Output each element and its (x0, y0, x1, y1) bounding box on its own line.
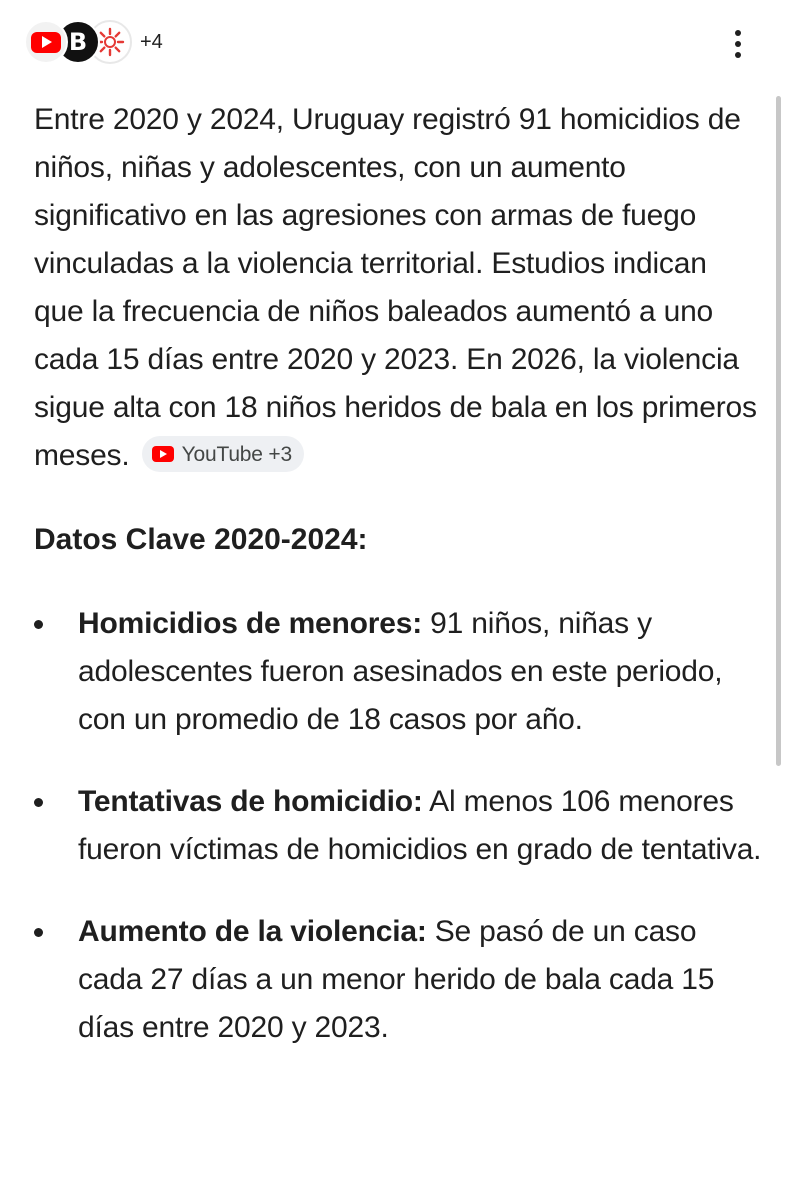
bullet-text: 91 niños, niñas y adolescentes fueron asesinados en este periodo, con un promedio de 18 casos por año. (78, 607, 723, 736)
b-logo-icon: B (56, 20, 100, 64)
answer-paragraph-text: Entre 2020 y 2024, Uruguay registró 91 homicidios de niños, niñas y adolescentes, con un aumento significativo en las agresiones con armas de fuego vinculadas a la violencia territorial. Estudios indican que la frecuencia de niños baleados aumentó a uno cada 15 días entre 2020 y 2023. En 2026, la violencia sigue alta con 18 niños heridos de bala en los primeros meses. (34, 103, 757, 472)
citation-chip-label: YouTube +3 (181, 442, 292, 466)
citation-chip[interactable] (142, 436, 304, 472)
bullet-title: Aumento de la violencia: (78, 915, 427, 948)
bullet-icon (34, 798, 43, 807)
bullet-title: Tentativas de homicidio: (78, 785, 423, 818)
sources-header (0, 0, 788, 88)
bullet-text: Se pasó de un caso cada 27 días a un menor herido de bala cada 15 días entre 2020 y 2023. (78, 915, 715, 1044)
more-vert-icon (735, 30, 741, 36)
scrollbar-thumb[interactable] (776, 96, 781, 766)
key-data-list (34, 600, 764, 1052)
youtube-icon (24, 20, 68, 64)
answer-content (34, 96, 764, 1086)
list-item (34, 778, 764, 874)
more-options-button[interactable] (718, 22, 758, 66)
answer-paragraph (34, 96, 764, 480)
list-item (34, 600, 764, 744)
bullet-icon (34, 620, 43, 629)
bullet-text: Al menos 106 menores fueron víctimas de homicidios en grado de tentativa. (78, 785, 762, 866)
extra-sources-count[interactable]: +4 (140, 31, 163, 53)
list-item (34, 908, 764, 1052)
bullet-title: Homicidios de menores: (78, 607, 423, 640)
youtube-icon (152, 446, 174, 462)
bullet-icon (34, 928, 43, 937)
section-heading: Datos Clave 2020-2024: (34, 523, 368, 556)
sources-button[interactable] (24, 20, 163, 64)
